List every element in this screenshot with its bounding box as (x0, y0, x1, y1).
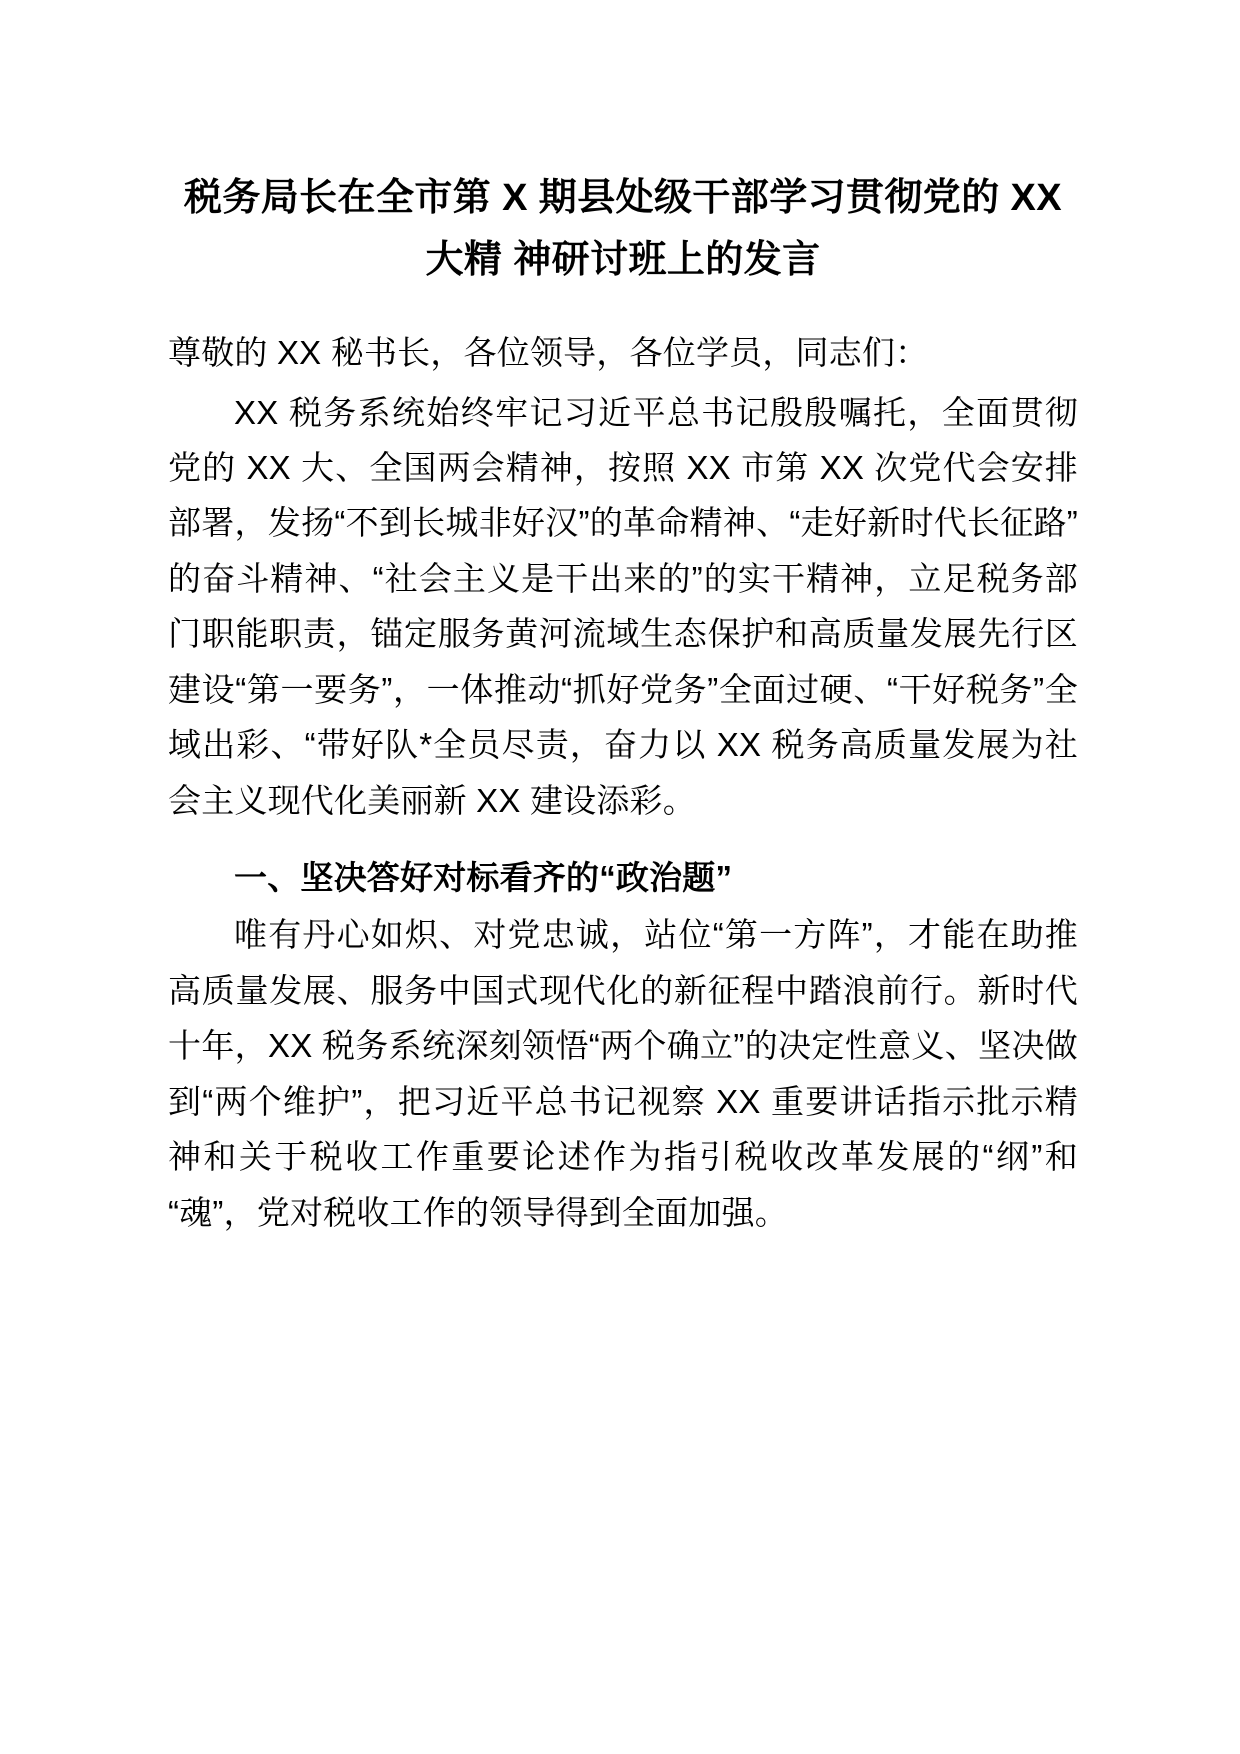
page-title-line-2: 神研讨班上的发言 (513, 238, 821, 281)
page-title-line-1: 税务局长在全市第 X 期县处级干部学习贯彻党的 XX 大精 (183, 177, 1063, 281)
section-1-paragraph-1: 唯有丹心如炽、对党忠诚，站位“第一方阵”，才能在助推高质量发展、服务中国式现代化的新征程中踏浪前行。新时代十年，XX 税务系统深刻领悟“两个确立”的决定性意义、坚决做到“两个维护”，把习近平总书记视察 XX 重要讲话指示批示精神和关于税收工作重要论述作为指引税收改革发展的“纲”和“魂”，党对税收工作的领导得到全面加强。 (168, 916, 1078, 1231)
page-title (168, 168, 1078, 291)
intro-paragraph: XX 税务系统始终牢记习近平总书记殷殷嘱托，全面贯彻党的 XX 大、全国两会精神，按照 XX 市第 XX 次党代会安排部署，发扬“不到长城非好汉”的革命精神、“走好新时代长征路”的奋斗精神、“社会主义是干出来的”的实干精神，立足税务部门职能职责，锚定服务黄河流域生态保护和高质量发展先行区建设“第一要务”，一体推动“抓好党务”全面过硬、“干好税务”全域出彩、“带好队*全员尽责，奋力以 XX 税务高质量发展为社会主义现代化美丽新 XX 建设添彩。 (168, 393, 1078, 819)
paragraph-spacer (168, 828, 1078, 836)
section-heading-1: 一、坚决答好对标看齐的“政治题” (234, 859, 733, 897)
salutation: 尊敬的 XX 秘书长，各位领导，各位学员，同志们： (168, 334, 929, 372)
